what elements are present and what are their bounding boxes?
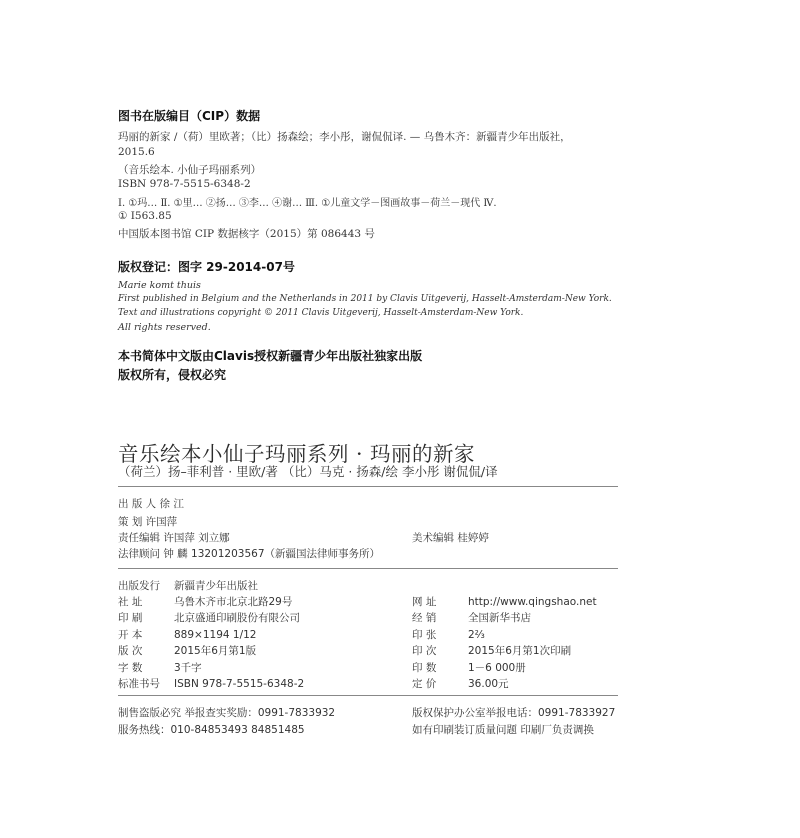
spec-right-sheets: 印 张 2⅔ — [412, 629, 485, 641]
cip-line-6: ① I563.85 — [118, 210, 172, 222]
spec-right-price: 定 价 36.00元 — [412, 678, 509, 690]
divider-top — [118, 486, 618, 487]
spec-right-print-run: 印 数 1－6 000册 — [412, 662, 526, 674]
cip-line-1: 玛丽的新家 /（荷）里欧著；（比）扬森绘；李小彤，谢侃侃译. — 乌鲁木齐：新疆青少年出版社， — [118, 131, 571, 143]
spec-left-format: 开 本 889×1194 1/12 — [118, 629, 257, 641]
rights-statement-2: 版权所有，侵权必究 — [118, 368, 227, 382]
spec-left-address: 社 址 乌鲁木齐市北京北路29号 — [118, 596, 293, 608]
original-rights: All rights reserved. — [118, 322, 211, 333]
credit-publisher: 出 版 人 徐 江 — [118, 498, 184, 510]
spec-right-printing: 印 次 2015年6月第1次印刷 — [412, 645, 572, 657]
spec-right-website: 网 址 http://www.qingshao.net — [412, 596, 597, 608]
rights-statement-1: 本书简体中文版由Clavis授权新疆青少年出版社独家出版 — [118, 349, 423, 363]
divider-bottom — [118, 695, 618, 696]
spec-right-distributor: 经 销 全国新华书店 — [412, 612, 531, 624]
spec-left-edition: 版 次 2015年6月第1版 — [118, 645, 257, 657]
spec-left-printer: 印 刷 北京盛通印刷股份有限公司 — [118, 612, 300, 624]
footer-service-hotline: 服务热线：010-84853493 84851485 — [118, 724, 305, 736]
book-title: 音乐绘本小仙子玛丽系列 · 玛丽的新家 — [118, 442, 476, 466]
credit-planning: 策 划 许国萍 — [118, 516, 178, 528]
credit-legal: 法律顾问 钟 麟 13201203567（新疆国法律师事务所） — [118, 548, 380, 560]
footer-anti-piracy: 制售盗版必究 举报查实奖励：0991-7833932 — [118, 707, 336, 719]
cip-line-5: Ⅰ. ①玛… Ⅱ. ①里… ②扬… ③李… ④谢… Ⅲ. ①儿童文学－图画故事－荷兰－现代 Ⅳ. — [118, 198, 497, 209]
book-authors: （荷兰）扬–菲利普 · 里欧/著 （比）马克 · 扬森/绘 李小彤 谢侃侃/译 — [118, 464, 498, 479]
original-title: Marie komt thuis — [118, 280, 201, 291]
cip-line-3: （音乐绘本. 小仙子玛丽系列） — [118, 164, 262, 176]
original-copyright: Text and illustrations copyright © 2011 Clavis Uitgeverij, Hasselt-Amsterdam-New York. — [118, 308, 524, 318]
spec-left-wordcount: 字 数 3千字 — [118, 662, 202, 674]
original-publish-note: First published in Belgium and the Netherlands in 2011 by Clavis Uitgeverij, Hasselt-Amsterdam-New York. — [118, 294, 612, 304]
cip-title: 图书在版编目（CIP）数据 — [118, 109, 261, 123]
cip-line-2: 2015.6 — [118, 146, 155, 158]
credit-editor: 责任编辑 许国萍 刘立娜 — [118, 532, 230, 544]
cip-line-7: 中国版本图书馆 CIP 数据核字（2015）第 086443 号 — [118, 228, 375, 240]
spec-left-publisher: 出版发行 新疆青少年出版社 — [118, 580, 258, 592]
footer-report-phone: 版权保护办公室举报电话：0991-7833927 — [412, 707, 616, 719]
footer-quality-note: 如有印刷装订质量问题 印刷厂负责调换 — [412, 724, 594, 736]
divider-middle — [118, 568, 618, 569]
credit-art-editor: 美术编辑 桂婷婷 — [412, 532, 489, 544]
spec-left-isbn: 标准书号 ISBN 978-7-5515-6348-2 — [118, 678, 305, 690]
copyright-registration: 版权登记：图字 29-2014-07号 — [118, 260, 295, 274]
cip-line-4: ISBN 978-7-5515-6348-2 — [118, 178, 251, 190]
